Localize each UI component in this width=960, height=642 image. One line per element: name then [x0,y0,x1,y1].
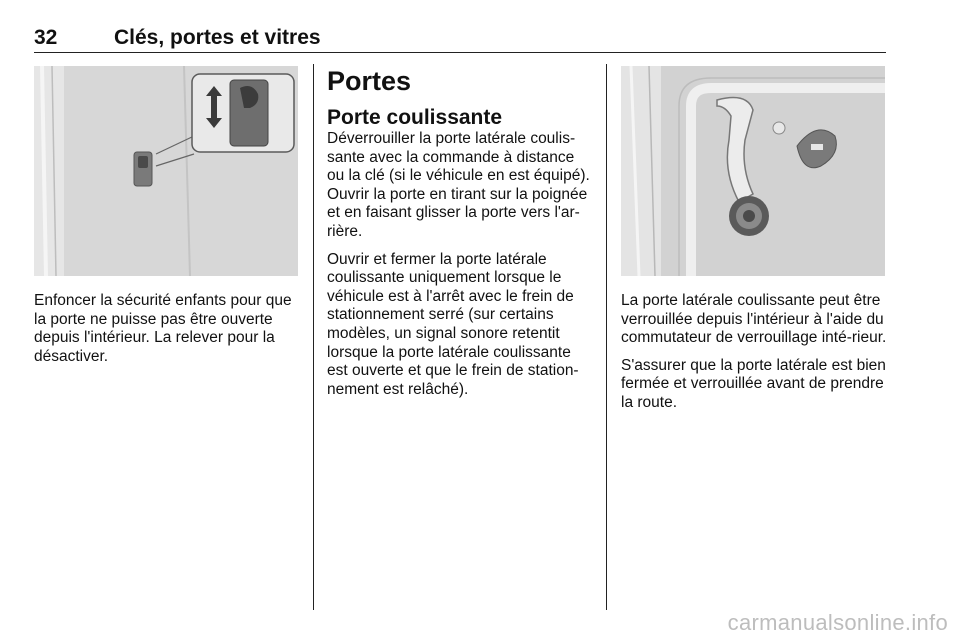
sliding-door-text [327,130,593,408]
child-lock-illustration [34,66,298,276]
section-heading: Portes [327,66,412,96]
section-subheading: Porte coulissante [327,106,503,129]
interior-lock-text [621,292,887,422]
footer-watermark: carmanualsonline.info [727,610,948,635]
chapter-title: Clés, portes et vitres [114,26,321,49]
zoom-detail-icon [192,74,294,152]
child-lock-switch-icon [134,152,152,186]
paragraph-interior-switch: La porte latérale coulissante peut être verrouillée depuis l'intérieur à l'aide du commutateur de verrouillage inté-rieur. [621,292,887,347]
paragraph-check-closed: S'assurer que la porte latérale est bien fermée et verrouillée avant de prendre la route. [621,356,886,411]
interior-lock-illustration [621,66,885,276]
caption-text: Enfoncer la sécurité enfants pour que la porte ne puisse pas être ouverte depuis l'intérieur. La relever pour la désactiver. [34,292,292,365]
paragraph-open-close: Ouvrir et fermer la porte latérale coulissante uniquement lorsque le véhicule est à l'arrêt avec le frein de stationnement serré (sur certains modèles, un signal sonore retentit lorsque la porte latérale coulissante est ouverte et que le frein de station-nement est relâché). [327,250,579,398]
column-divider-left [313,64,314,610]
page-number: 32 [34,26,58,49]
page-header [34,22,886,53]
paragraph-unlock: Déverrouiller la porte latérale coulis-sante avec la commande à distance ou la clé (si le véhicule en est équipé). Ouvrir la porte en tirant sur la poignée et en faisant glisser la porte vers l'ar-rière. [327,130,590,240]
child-lock-caption [34,292,300,375]
column-divider-right [606,64,607,610]
